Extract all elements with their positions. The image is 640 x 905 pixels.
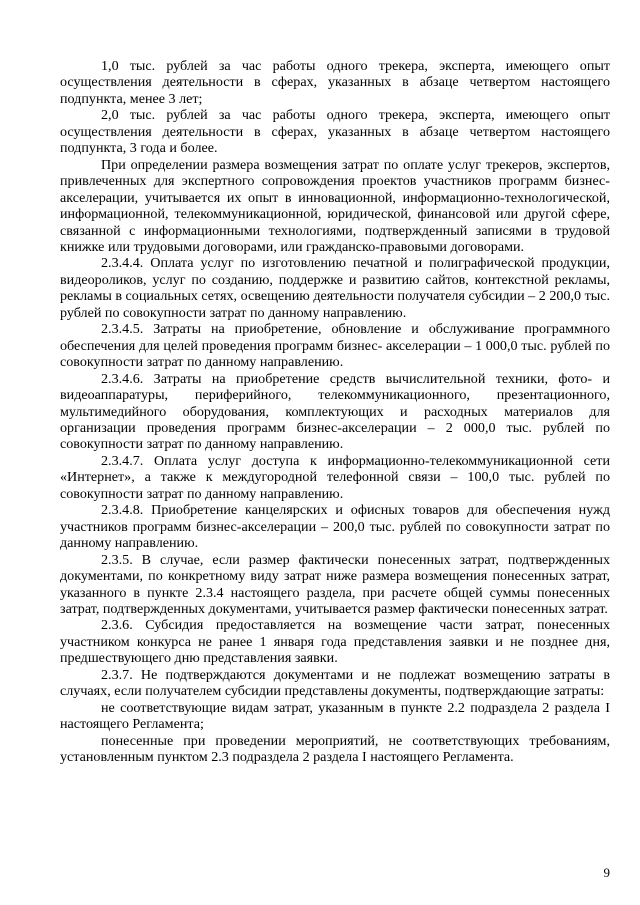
paragraph: понесенные при проведении мероприятий, не соответствующих требованиям, установленным пунктом 2.3 подраздела 2 раздела I настоящего Регламента. <box>60 732 610 766</box>
paragraph: 2.3.6. Субсидия предоставляется на возмещение части затрат, понесенных участником конкурса не ранее 1 января года представления заявки и не позднее дня, предшествующего дню представления заявки. <box>60 617 610 667</box>
paragraph: 1,0 тыс. рублей за час работы одного трекера, эксперта, имеющего опыт осуществления деятельности в сферах, указанных в абзаце четвертом настоящего подпункта, менее 3 лет; <box>60 58 610 107</box>
paragraph: При определении размера возмещения затрат по оплате услуг трекеров, экспертов, привлеченных для экспертного сопровождения проектов участников программ бизнес-акселерации, учитывается их опыт в инновационной, информационно-технологической, информационной, телекоммуникационной, юридической, финансовой или другой сфере, связанной с информационными технологиями, подтвержденный записями в трудовой книжке или трудовыми договорами, или гражданско-правовыми договорами. <box>60 156 610 255</box>
paragraph: 2.3.4.8. Приобретение канцелярских и офисных товаров для обеспечения нужд участников программ бизнес-акселерации – 200,0 тыс. рублей по совокупности затрат по данному направлению. <box>60 502 610 552</box>
paragraph: 2.3.4.4. Оплата услуг по изготовлению печатной и полиграфической продукции, видеороликов, услуг по созданию, поддержке и развитию сайтов, контекстной рекламы, рекламы в социальных сетях, освещению деятельности получателя субсидии – 2 200,0 тыс. рублей по совокупности затрат по данному направлению. <box>60 255 610 321</box>
paragraph: 2,0 тыс. рублей за час работы одного трекера, эксперта, имеющего опыт осуществления деятельности в сферах, указанных в абзаце четвертом настоящего подпункта, 3 года и более. <box>60 107 610 157</box>
document-body <box>60 58 610 765</box>
paragraph: 2.3.4.7. Оплата услуг доступа к информационно-телекоммуникационной сети «Интернет», а также к междугородной телефонной связи – 100,0 тыс. рублей по совокупности затрат по данному направлению. <box>60 452 610 502</box>
paragraph: 2.3.4.5. Затраты на приобретение, обновление и обслуживание программного обеспечения для целей проведения программ бизнес- акселерации – 1 000,0 тыс. рублей по совокупности затрат по данному направлению. <box>60 321 610 371</box>
paragraph: 2.3.5. В случае, если размер фактически понесенных затрат, подтвержденных документами, по конкретному виду затрат ниже размера возмещения понесенных затрат, указанного в пункте 2.3.4 настоящего раздела, при расчете общей суммы понесенных затрат, подтвержденных документами, учитывается размер фактически понесенных затрат. <box>60 551 610 617</box>
paragraph: 2.3.4.6. Затраты на приобретение средств вычислительной техники, фото- и видеоаппаратуры, периферийного, телекоммуникационного, презентационного, мультимедийного оборудования, комплектующих и расходных материалов для организации проведения программ бизнес-акселерации – 2 000,0 тыс. рублей по совокупности затрат по данному направлению. <box>60 370 610 453</box>
page-number: 9 <box>603 865 610 880</box>
paragraph: 2.3.7. Не подтверждаются документами и не подлежат возмещению затраты в случаях, если получателем субсидии представлены документы, подтверждающие затраты: <box>60 666 610 700</box>
paragraph: не соответствующие видам затрат, указанным в пункте 2.2 подраздела 2 раздела I настоящего Регламента; <box>60 699 610 733</box>
